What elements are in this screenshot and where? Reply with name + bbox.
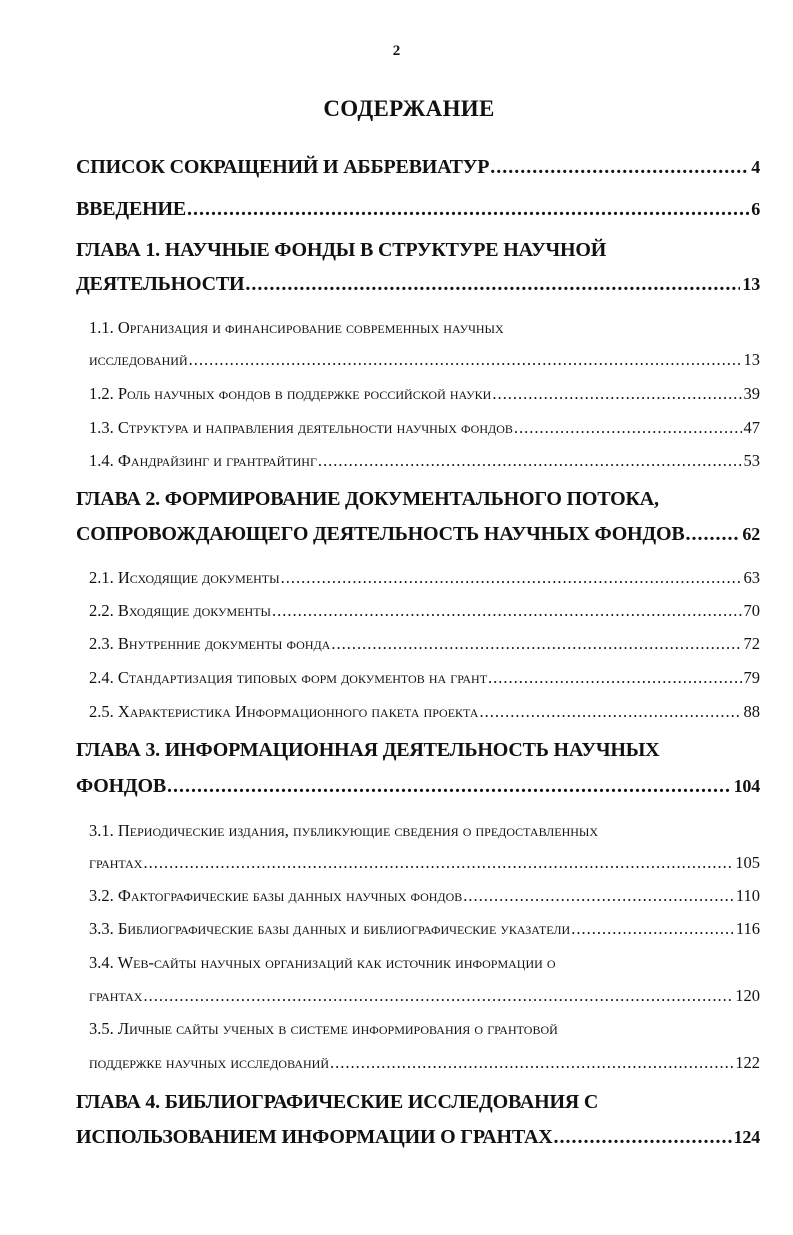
toc-entry-text: 3.4. Web-сайты научных организаций как источник информации о: [89, 953, 556, 972]
toc-entry-text: ДЕЯТЕЛЬНОСТИ: [76, 273, 245, 295]
toc-entry-text: 2.1. Исходящие документы: [89, 568, 280, 587]
toc-entry-text: СПИСОК СОКРАЩЕНИЙ И АББРЕВИАТУР: [76, 156, 490, 178]
toc-page-number: 63: [743, 568, 760, 587]
leader-dots: [331, 634, 741, 654]
toc-page-number: 13: [743, 350, 760, 369]
toc-page-number: 47: [743, 418, 760, 437]
toc-entry-text: грантах: [89, 986, 143, 1005]
leader-dots: [143, 853, 733, 873]
leader-dots: [281, 568, 742, 588]
toc-page-number: 13: [742, 274, 760, 294]
leader-dots: [488, 668, 741, 688]
leader-dots: [492, 384, 741, 404]
toc-entry-text: ГЛАВА 1. НАУЧНЫЕ ФОНДЫ В СТРУКТУРЕ НАУЧНОЙ: [76, 239, 607, 261]
toc-entry-text: 2.3. Внутренние документы фонда: [89, 634, 331, 653]
leader-dots: [554, 1126, 732, 1149]
toc-entry-text: 2.2. Входящие документы: [89, 601, 271, 620]
page-title: СОДЕРЖАНИЕ: [323, 96, 495, 121]
leader-dots: [514, 418, 742, 438]
toc-entry-text: 1.2. Роль научных фондов в поддержке российской науки: [89, 384, 492, 403]
toc-entry-text: 2.5. Характеристика Информационного пакета проекта: [89, 702, 479, 721]
toc-entry-text: ГЛАВА 3. ИНФОРМАЦИОННАЯ ДЕЯТЕЛЬНОСТЬ НАУЧНЫХ: [76, 739, 660, 761]
toc-entry-text: поддержке научных исследований: [89, 1053, 329, 1072]
toc-page-number: 4: [751, 157, 760, 177]
toc-entry-text: ИСПОЛЬЗОВАНИЕМ ИНФОРМАЦИИ О ГРАНТАХ: [76, 1126, 553, 1148]
toc-entry-text: 3.3. Библиографические базы данных и библиографические указатели: [89, 919, 571, 938]
toc-entry-text: ГЛАВА 2. ФОРМИРОВАНИЕ ДОКУМЕНТАЛЬНОГО ПОТОКА,: [76, 488, 659, 510]
toc-page-number: 122: [735, 1053, 760, 1072]
toc-entry-text: 3.1. Периодические издания, публикующие сведения о предоставленных: [89, 821, 599, 840]
toc-page-number: 70: [743, 601, 760, 620]
leader-dots: [490, 156, 749, 179]
leader-dots: [167, 775, 732, 798]
toc-page-number: 39: [743, 384, 760, 403]
toc-page-number: 105: [735, 853, 760, 872]
toc-entry-text: 1.1. Организация и финансирование современных научных: [89, 318, 504, 337]
leader-dots: [685, 523, 740, 546]
toc-entry-text: 3.2. Фактографические базы данных научных фондов: [89, 886, 463, 905]
toc-page-number: 88: [743, 702, 760, 721]
toc-page-number: 124: [733, 1127, 760, 1147]
toc-page-number: 6: [751, 199, 760, 219]
leader-dots: [463, 886, 734, 906]
leader-dots: [571, 919, 734, 939]
leader-dots: [318, 451, 742, 471]
toc-entry-text: 2.4. Стандартизация типовых форм документов на грант: [89, 668, 488, 687]
toc-page-number: 116: [735, 919, 760, 938]
toc-entry-text: ВВЕДЕНИЕ: [76, 198, 186, 220]
toc-page-number: 120: [735, 986, 760, 1005]
toc-page-number: 104: [733, 776, 760, 796]
toc-page-number: 72: [743, 634, 760, 653]
toc-entry-text: грантах: [89, 853, 143, 872]
leader-dots: [189, 350, 742, 370]
toc-page-number: 53: [743, 451, 760, 470]
toc-entry-text: СОПРОВОЖДАЮЩЕГО ДЕЯТЕЛЬНОСТЬ НАУЧНЫХ ФОНДОВ: [76, 523, 685, 545]
toc-page-number: 62: [742, 524, 760, 544]
toc-entry-text: 1.3. Структура и направления деятельности научных фондов: [89, 418, 513, 437]
toc-page-number: 110: [735, 886, 760, 905]
toc-entry-text: ГЛАВА 4. БИБЛИОГРАФИЧЕСКИЕ ИССЛЕДОВАНИЯ С: [76, 1091, 599, 1113]
leader-dots: [479, 702, 741, 722]
toc-page-number: 79: [743, 668, 760, 687]
toc-entry-text: ФОНДОВ: [76, 775, 166, 797]
toc-entry-text: исследований: [89, 350, 188, 369]
leader-dots: [143, 986, 733, 1006]
toc-entry-text: 3.5. Личные сайты ученых в системе информирования о грантовой: [89, 1019, 558, 1038]
leader-dots: [187, 198, 749, 221]
toc-entry-text: 1.4. Фандрайзинг и грантрайтинг: [89, 451, 317, 470]
leader-dots: [272, 601, 742, 621]
leader-dots: [245, 273, 740, 296]
page-number: 2: [392, 43, 401, 59]
leader-dots: [330, 1053, 733, 1073]
